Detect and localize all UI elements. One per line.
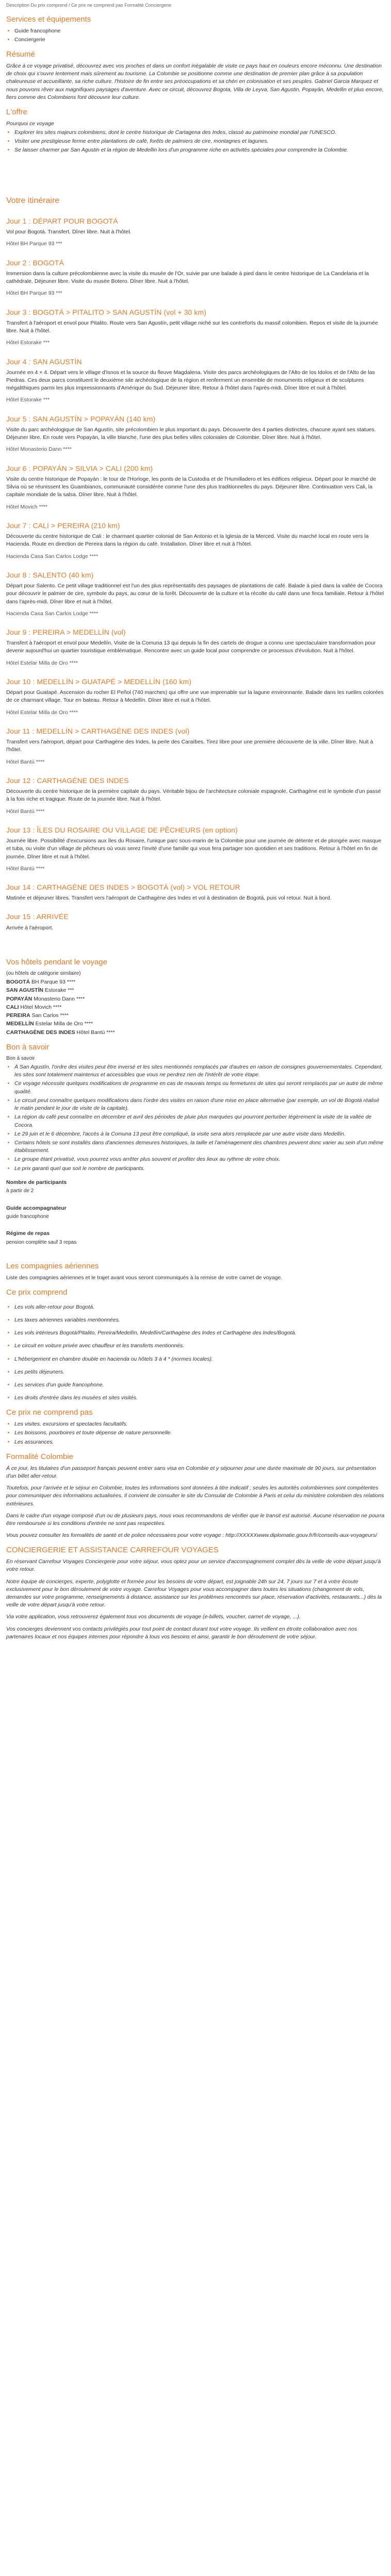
formalite-text: À ce jour, les titulaires d'un passeport français peuvent entrer sans visa en Colombie et y séjourner pour une durée maximale de 90 jours, sur présentation d'un billet aller-retour. (6, 1465, 376, 1479)
resume-text: Grâce à ce voyage privatisé, découvrez avec vos proches et dans un confort inégalable de visite ce pays haut en couleurs encore méconnu. Une destination de choix qui s'ouvre lentement mais sûrement au tourisme. La Colombie se positionne comme une destination de premier plan grâce à sa population chaleureuse et accueillante, sa riche culture, l'histoire de fin entre ses préoccupations et sa chéri en colonisation et ses peuples. Gabriel Garcia Marquez et nous pouvons rêver aux magnifiques paysages d'aventure. Avec ce circuit, découvrez Bogota, Villa de Leyva, San Agustin, Popayán, Medellin et plus encore, fiers comme des Colombiens font découvrir leur culture. (6, 62, 384, 100)
day-title: Jour 1 : DÉPART POUR BOGOTÁ (6, 216, 118, 225)
itinerary-day (6, 676, 385, 717)
concierge-text: Vos concierges deviennent vos contacts privilégiés pour tout point de contact durant tout votre voyage. Ils veillent en étroite collaboration avec nos partenaires locaux et nos équipes internes pour répondre à tous vos besoins et ainsi, garantir le bon déroulement de votre séjour. (6, 1625, 357, 1640)
hotels-subtitle: (ou hôtels de catégorie similaire) (6, 970, 81, 976)
itinerary-day (6, 216, 385, 248)
companies-title: Les compagnies aériennes (6, 1262, 99, 1270)
list-item (6, 978, 385, 986)
list-item: • Les vols intérieurs Bogotá/Pitalito, Pereira/Medellín, Medellín/Carthagène des Indes et Carthagène des Indes/Bogotá. (14, 1329, 385, 1337)
savoir-title: Bon à savoir (6, 1042, 50, 1052)
hotels-list (6, 978, 385, 1037)
day-hotel: Hacienda Casa San Carlos Lodge **** (6, 610, 99, 617)
day-hotel: Hôtel BH Parque 93 *** (6, 241, 62, 247)
list-item: • Se laisser charmer par San Agustin et la région de Medellin lors d'un programme riche en activités spéciales pour comprendre la Colombie. (14, 146, 385, 154)
list-item (6, 1029, 385, 1037)
day-hotel: Hacienda Casa San Carlos Lodge **** (6, 553, 99, 560)
list-item (6, 1012, 385, 1020)
day-title: Jour 6 : POPAYÁN > SILVIA > CALI (200 km) (6, 464, 153, 472)
formalite-text: Dans le cadre d'un voyage composé d'un ou de plusieurs pays, nous vous recommandons de vérifier que le transit est autorisé. Aucune réservation ne pourra être remboursée si les conditions d'entrée ne sont pas respectées. (6, 1512, 385, 1527)
day-text: Visite du parc archéologique de San Agustín, site précolombien le plus important du pays. Découverte des 4 parties distinctes, chacune ayant ses statues. Déjeuner libre. En route vers Popayán, la ville blanche, l'une des plus belles villes coloniales de Colombie. Dîner libre. Nuit à l'hôtel. (6, 427, 376, 441)
day-hotel: Hôtel Estorake *** (6, 340, 50, 346)
day-title: Jour 11 : MEDELLÍN > CARTHAGÈNE DES INDES (vol) (6, 726, 190, 735)
list-item: • Les boissons, pourboires et toute dépense de nature personnelle. (14, 1429, 385, 1437)
day-hotel: Hôtel Bantú **** (6, 865, 45, 872)
day-text: Immersion dans la culture précolombienne avec la visite du musée de l'Or, suivie par une balade à pied dans le centre historique de La Candelaria et la cathédrale. Déjeuner libre. Visite du musée Botero. Dîner libre. Nuit à l'hôtel. (6, 270, 369, 285)
savoir-subtitle: Bon à savoir (6, 1055, 35, 1061)
itinerary-day (6, 911, 385, 932)
day-title: Jour 3 : BOGOTÁ > PITALITO > SAN AGUSTÍN (vol + 30 km) (6, 308, 207, 316)
guide-value: guide francophone (6, 1213, 49, 1219)
list-item: • Le circuit en voiture privée avec chauffeur et les transferts mentionnés. (14, 1342, 385, 1350)
guide-label: Guide accompagnateur (6, 1205, 67, 1211)
list-item: • La région du café peut connaître en décembre et avril des périodes de pluie plus marquées qui pourront perturber légèrement la visite de la vallée de Cocora. (14, 1113, 385, 1129)
concierge-title: CONCIERGERIE ET ASSISTANCE CARREFOUR VOYAGES (6, 1546, 219, 1555)
list-item: • Guide francophone (14, 27, 385, 35)
list-item: • Les visites, excursions et spectacles facultatifs. (14, 1420, 385, 1428)
day-hotel: Hôtel Estelar Milla de Oro **** (6, 709, 78, 716)
day-hotel: Hôtel Monasterio Dann **** (6, 446, 72, 453)
list-item: • Le groupe étant privatisé, vous pourrez vous arrêter plus souvent et profiter des lieux au rythme de votre choix. (14, 1156, 385, 1163)
itinerary-day (6, 882, 385, 903)
day-title: Jour 4 : SAN AGUSTÍN (6, 357, 82, 366)
day-hotel: Hôtel Bantú **** (6, 808, 45, 815)
day-title: Jour 12 : CARTHAGÈNE DES INDES (6, 776, 129, 785)
day-hotel: Hôtel Estelar Milla de Oro **** (6, 659, 78, 666)
day-hotel: Hôtel BH Parque 93 *** (6, 290, 62, 297)
hotel-name: Estorake *** (44, 987, 74, 994)
itinerary (6, 216, 385, 932)
hotel-city: BOGOTÁ (6, 979, 30, 986)
hotel-city: MEDELLÍN (6, 1021, 34, 1027)
participants-label: Nombre de participants (6, 1179, 67, 1185)
list-item: • À San Agustín, l'ordre des visites peut être inversé et les sites mentionnés remplacés par d'autres en raison de consignes gouvernementales. Cependant, les sites sont totalement maintenus et accessibles que vous ne perdrez rien de l'intérêt de votre étape. (14, 1063, 385, 1079)
hotel-city: PEREIRA (6, 1012, 30, 1019)
list-item (6, 1004, 385, 1011)
list-item: • Les droits d'entrée dans les musées et sites visités. (14, 1394, 385, 1402)
day-hotel: Hôtel Movich **** (6, 503, 47, 510)
itinerary-title: Votre itinéraire (6, 196, 60, 205)
day-text: Transfert à l'aéroport et envol pour Medellín. Visite de la Comuna 13 qui depuis la fin des cartels de drogue a connu une spectaculaire transformation pour devenir aujourd'hui un quartier touristique emblématique. Rencontre avec un guide local pour comprendre ce processus d'évolution. Nuit à l'hôtel. (6, 640, 376, 654)
hotel-city: CALI (6, 1004, 19, 1010)
list-item: • Le 29 juin et le 6 décembre, l'accès à la Comuna 13 peut être compliqué, la visite sera alors remplacée par une autre visite dans Medellín. (14, 1130, 385, 1138)
included-title: Ce prix comprend (6, 1287, 68, 1297)
offer-subtitle: Pourquoi ce voyage (6, 120, 54, 127)
hotels-title: Vos hôtels pendant le voyage (6, 957, 107, 967)
day-title: Jour 15 : ARRIVÉE (6, 912, 69, 921)
list-item: • Conciergerie (14, 36, 385, 44)
list-item: • Explorer les sites majeurs colombiens, dont le centre historique de Cartagena des Indes, classé au patrimoine mondial par l'UNESCO. (14, 129, 385, 137)
formalite-title: Formalité Colombie (6, 1452, 74, 1461)
offer-title: L'offre (6, 108, 27, 117)
itinerary-day (6, 357, 385, 404)
list-item: • L'hébergement en chambre double en hacienda ou hôtels 3 à 4 * (normes locales). (14, 1355, 385, 1363)
list-item: • Visiter une prestigieuse ferme entre plantations de café, forêts de palmiers de cire, montagnes et lagunes. (14, 138, 385, 145)
itinerary-day (6, 414, 385, 454)
hotel-city: CARTHAGÈNE DES INDES (6, 1029, 75, 1036)
participants-value: à partir de 2 (6, 1188, 34, 1194)
day-title: Jour 10 : MEDELLÍN > GUATAPÉ > MEDELLÍN (160 km) (6, 677, 192, 686)
hotel-name: BH Parque 93 **** (31, 979, 76, 986)
excluded-title: Ce prix ne comprend pas (6, 1408, 93, 1417)
list-item: • Les assurances. (14, 1438, 385, 1446)
breadcrumb: Description Du prix comprend / Ce prix ne comprend pas Formalité Conciergerie (6, 3, 172, 8)
day-text: Arrivée à l'aéroport. (6, 924, 54, 931)
day-title: Jour 5 : SAN AGUSTÍN > POPAYÁN (140 km) (6, 414, 156, 423)
day-text: Transfert à l'aéroport et envol pour Pitalito. Route vers San Agustín, petit village niché sur les contreforts du massif colombien. Repos et visite de la journée libre. Nuit à l'hôtel. (6, 319, 378, 334)
day-title: Jour 14 : CARTHAGÈNE DES INDES > BOGOTÁ (vol) > VOL RETOUR (6, 883, 240, 891)
day-hotel: Hôtel Estorake *** (6, 397, 50, 403)
itinerary-day (6, 570, 385, 618)
list-item: • Le circuit peut connaître quelques modifications dans l'ordre des visites en raison d'une mise en place alternative (par exemple, un vol de Bogotá réalisé le matin pendant le jour de visite de la capitale). (14, 1097, 385, 1112)
list-item: • Certains hôtels se sont installés dans d'anciennes demeures historiques, la taille et l'aménagement des chambres peuvent donc varier au sein d'un même établissement. (14, 1139, 385, 1155)
list-item (6, 987, 385, 994)
hotel-name: San Carlos **** (31, 1012, 69, 1019)
hotel-name: Monasterio Dann **** (34, 995, 85, 1002)
list-item: • Les taxes aériennes variables mentionnées. (14, 1316, 385, 1324)
day-text: Matinée et déjeuner libres. Transfert vers l'aéroport de Carthagène des Indes et vol à destination de Bogotá, puis vol retour. Nuit à bord. (6, 895, 332, 902)
day-text: Découverte du centre historique de la première capitale du pays. Véritable bijou de l'architecture coloniale espagnole, Carthagène est le symbole d'un passé à la fois riche et tragique. Route de la journée libre. Nuit à l'hôtel. (6, 788, 381, 803)
itinerary-day (6, 726, 385, 766)
day-text: Découverte du centre historique de Cali : le charmant quartier colonial de San Antonio et la Iglesia de la Merced. Visite du marché local en route vers la Hacienda. Route en direction de Pereira dans la région du café. Installation. Dîner libre et nuit à l'hôtel. (6, 533, 369, 548)
day-title: Jour 7 : CALI > PEREIRA (210 km) (6, 521, 120, 530)
day-title: Jour 2 : BOGOTÁ (6, 258, 64, 267)
day-text: Transfert vers l'aéroport, départ pour Carthagène des Indes, la perle des Caraïbes. Tirez libre pour une première découverte de la ville. Dîner libre. Nuit à l'hôtel. (6, 739, 373, 753)
day-hotel: Hôtel Bantú **** (6, 758, 45, 765)
meals-label: Régime de repas (6, 1230, 50, 1237)
list-item (6, 1020, 385, 1028)
offer-list (6, 129, 385, 155)
hotel-name: Hôtel Bantú **** (76, 1029, 115, 1036)
itinerary-day (6, 775, 385, 816)
list-item: • Le prix garanti quel que soit le nombre de participants. (14, 1165, 385, 1173)
day-text: Départ pour Guatapé. Ascension du rocher El Peñol (740 marches) qui offre une vue imprenable sur la lagune environnante. Balade dans les ruelles colorées de ce charmant village. Tour en bateau. Retour à Medellín. Dîner libre et nuit à l'hôtel. (6, 689, 384, 704)
itinerary-day (6, 307, 385, 347)
day-text: Départ pour Salento. Ce petit village traditionnel est l'un des plus représentatifs des paysages de plantations de café. Balade à pied dans la vallée de Cocora pour découvrir le palmier de cire, symbole du pays, au cœur de la forêt. Découverte de la culture et la récolte du café dans une finca familiale. Retour à l'hôtel dans l'après-midi. Dîner libre et nuit à l'hôtel. (6, 583, 384, 605)
formalite-text: Vous pouvez consulter les formalités de santé et de police nécessaires pour votre voyage : http://XXXXXwww.diplomatie.gouv.fr/fr/conseils-aux-voyageurs/ (6, 1532, 378, 1539)
list-item: • Ce voyage nécessite quelques modifications de programme en cas de mauvais temps ou fermetures de sites qui seront remplacés par un autre de même qualité. (14, 1080, 385, 1095)
day-title: Jour 8 : SALENTO (40 km) (6, 570, 94, 579)
list-item: • Les petits déjeuners. (14, 1368, 385, 1376)
day-title: Jour 9 : PEREIRA > MEDELLÍN (vol) (6, 628, 126, 636)
itinerary-day (6, 825, 385, 873)
companies-text: Liste des compagnies aériennes et le trajet avant vous seront communiqués à la remise de votre carnet de voyage. (6, 1274, 283, 1281)
list-item: • Les services d'un guide francophone. (14, 1381, 385, 1389)
services-list (6, 27, 385, 44)
concierge-text: Notre équipe de concierges, experte, polyglotte et formée pour les besoins de votre départ, est joignable 24h sur 24, 7 jours sur 7 et à votre écoute exclusivement pour le bon déroulement de votre voyage. Carrefour Voyages pour vous accompagner dans toutes les situations (changement de vols, demandes sur votre programme, renseignements à distance, assistance sur les problèmes rencontrés sur place, réservation d'activités, restaurants...) dès la veille de votre départ jusqu'à votre retour. (6, 1578, 382, 1608)
hotel-name: Hôtel Movich **** (20, 1004, 62, 1010)
day-text: Visite du centre historique de Popayán : le tour de l'Horloge, les ponts de la Custodia et de l'Humilladero et les édifices religieux. Départ pour le marché de Silvia où se réunissent les Guambianos, communauté considérée comme l'une des plus traditionnelles du pays. Déjeuner libre. Continuation vers Cali, la capitale mondiale de la salsa. Dîner libre. Nuit à l'hôtel. (6, 476, 377, 498)
formalite-text: Toutefois, pour l'arrivée et le séjour en Colombie, toutes les informations sont données à titre indicatif ; seules les autorités colombiennes sont compétentes pour communiquer des informations actualisées. Il convient de consulter le site du Consulat de Colombie à Paris et celui du ministère colombien des relations extérieures. (6, 1485, 384, 1507)
itinerary-day (6, 520, 385, 561)
included-list (6, 1303, 385, 1402)
itinerary-day (6, 627, 385, 667)
excluded-list (6, 1420, 385, 1446)
hotel-name: Estelar Milla de Oro **** (35, 1021, 93, 1027)
list-item (6, 995, 385, 1003)
day-text: Vol pour Bogotá. Transfert. Dîner libre. Nuit à l'hôtel. (6, 229, 132, 235)
day-title: Jour 13 : ÎLES DU ROSAIRE OU VILLAGE DE PÊCHEURS (en option) (6, 825, 238, 834)
savoir-list (6, 1063, 385, 1173)
hotel-city: SAN AGUSTÍN (6, 987, 43, 994)
itinerary-day (6, 258, 385, 298)
hotel-city: POPAYÁN (6, 995, 32, 1002)
day-text: Journée en 4 × 4. Départ vers le village d'Isnos et la source du fleuve Magdalena. Visite des parcs archéologiques de l'Alto de los Idolos et de l'Alto de las Piedras. Ces deux parcs constituent le deuxième site archéologique de la région et renferment un ensemble de monuments religieux et de sculptures mégalithiques parmi les plus impressionnants d'Amérique du Sud. Déjeuner libre. Retour à l'hôtel dans l'après-midi. Dîner libre et nuit à l'hôtel. (6, 369, 375, 392)
itinerary-day (6, 463, 385, 511)
concierge-text: En réservant Carrefour Voyages Conciergerie pour votre séjour, vous optez pour un service d'accompagnement complet dès la veille de votre départ jusqu'à votre retour. (6, 1558, 381, 1573)
resume-title: Résumé (6, 50, 35, 59)
concierge-text: Via votre application, vous retrouverez également tous vos documents de voyage (e-billets, voucher, carnet de voyage, ...). (6, 1614, 301, 1620)
meals-value: pension complète sauf 3 repas (6, 1239, 77, 1245)
services-title: Services et équipements (6, 15, 91, 24)
day-text: Journée libre. Possibilité d'excursions aux îles du Rosaire, l'unique parc sous-marin de la Colombie pour une journée de détente et de plongée avec masque et tuba, ou visite d'un village de pêcheurs où vous serez l'invité d'une famille qui vous fera partager son quotidien et ses traditions. Retour à l'hôtel en fin de journée. Dîner libre et nuit à l'hôtel. (6, 838, 382, 860)
list-item: • Les vols aller-retour pour Bogotá. (14, 1303, 385, 1311)
